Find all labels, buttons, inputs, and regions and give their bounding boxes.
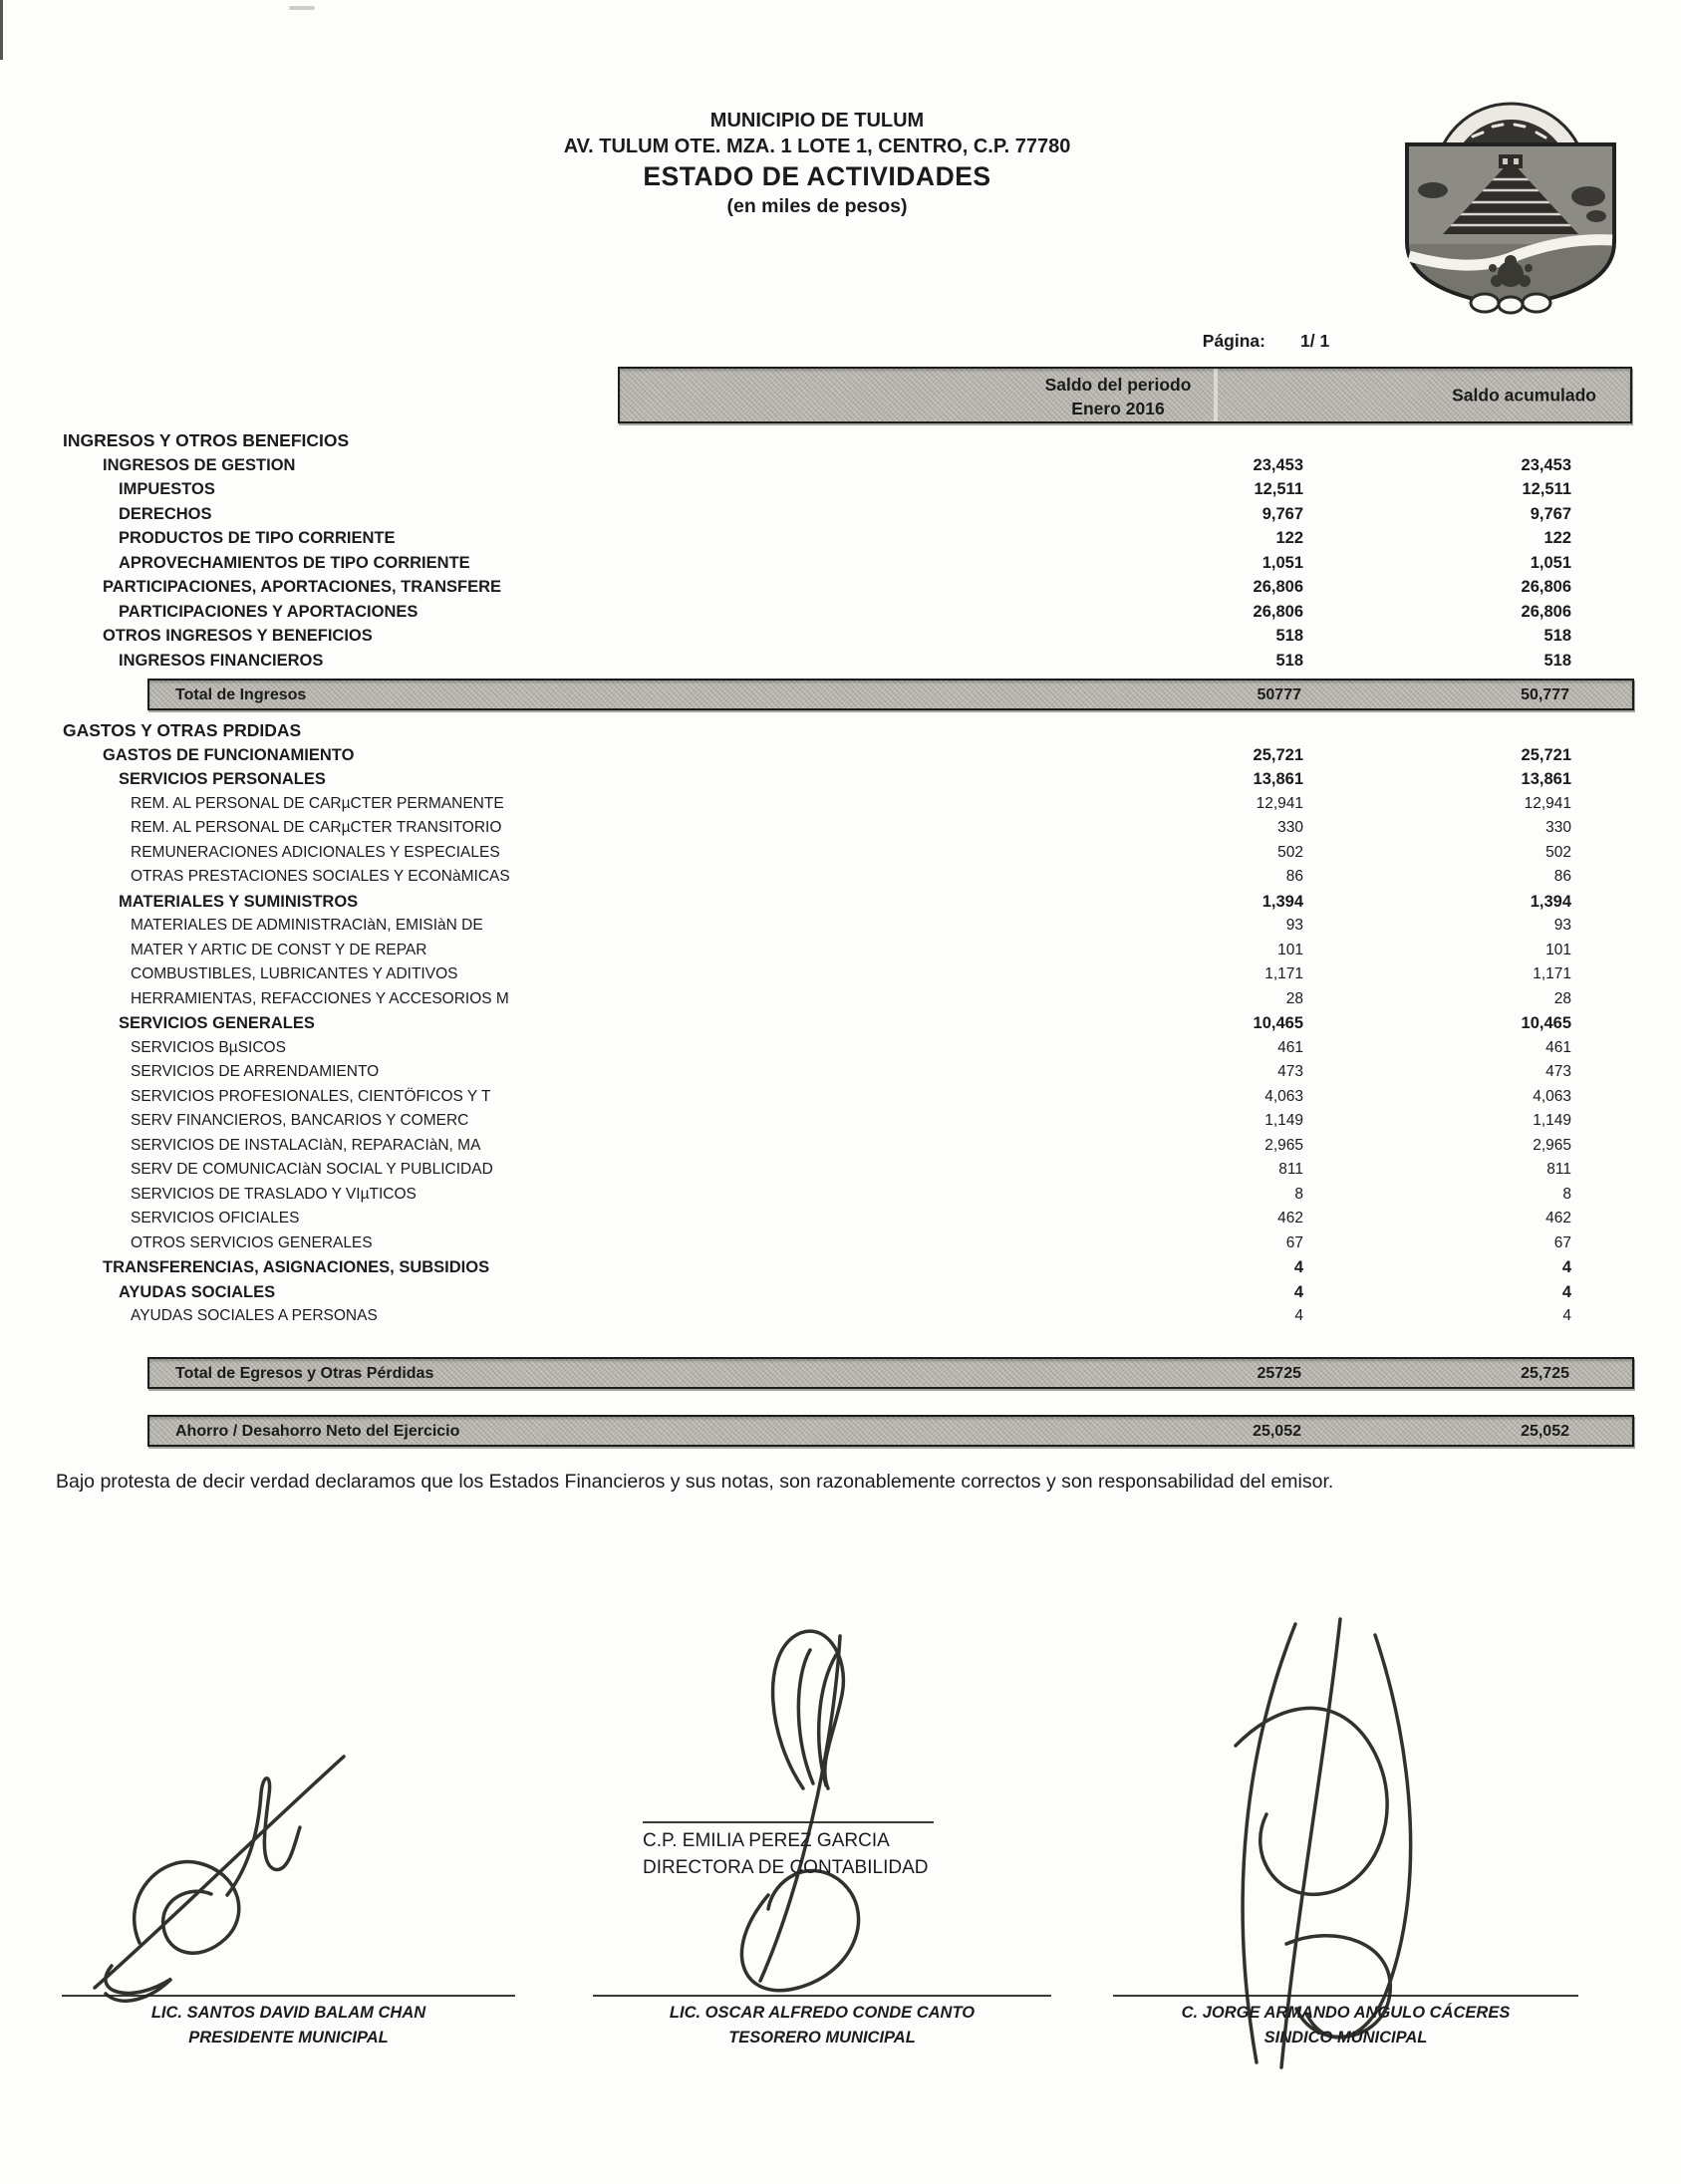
row-value-periodo: 518 bbox=[1275, 627, 1303, 645]
table-row bbox=[0, 743, 1681, 768]
row-value-acumulado: 4 bbox=[1561, 1282, 1571, 1301]
row-value-periodo: 12,941 bbox=[1256, 794, 1303, 812]
table-row bbox=[0, 477, 1681, 502]
table-row bbox=[0, 1280, 1681, 1305]
row-label: MATERIALES Y SUMINISTROS bbox=[119, 892, 359, 911]
row-value-acumulado: 1,051 bbox=[1530, 553, 1571, 572]
table-row bbox=[0, 1036, 1681, 1061]
row-value-periodo: 811 bbox=[1278, 1161, 1303, 1178]
table-rows bbox=[0, 428, 1681, 1389]
row-value-acumulado: 26,806 bbox=[1521, 578, 1571, 596]
column-header-line: Saldo del periodo bbox=[1044, 375, 1192, 395]
row-value-periodo: 1,051 bbox=[1261, 553, 1303, 572]
row-value-periodo: 2,965 bbox=[1264, 1136, 1303, 1154]
row-value-acumulado: 101 bbox=[1545, 941, 1571, 958]
signer-name: LIC. SANTOS DAVID BALAM CHAN bbox=[150, 2004, 426, 2022]
table-row bbox=[0, 1134, 1681, 1159]
signer-name: C. JORGE ARMANDO ANGULO CÁCERES bbox=[1181, 2004, 1511, 2022]
row-value-acumulado: 4 bbox=[1561, 1258, 1571, 1276]
row-label: SERVICIOS OFICIALES bbox=[131, 1210, 300, 1227]
row-label: SERVICIOS GENERALES bbox=[119, 1014, 315, 1032]
scan-artifact bbox=[0, 0, 3, 60]
net-result-value-acumulado: 25,052 bbox=[1521, 1422, 1569, 1440]
row-value-acumulado: 473 bbox=[1545, 1063, 1571, 1080]
column-header-saldo-periodo bbox=[959, 373, 1277, 420]
total-band bbox=[147, 679, 1634, 710]
row-value-acumulado: 10,465 bbox=[1521, 1014, 1571, 1032]
row-label: APROVECHAMIENTOS DE TIPO CORRIENTE bbox=[119, 553, 470, 572]
units-subtitle: (en miles de pesos) bbox=[726, 195, 908, 217]
scan-artifact bbox=[289, 6, 315, 10]
row-value-periodo: 86 bbox=[1285, 868, 1303, 885]
table-row bbox=[0, 526, 1681, 551]
report-title: ESTADO DE ACTIVIDADES bbox=[643, 161, 991, 191]
page-number-label: Página: bbox=[1202, 331, 1265, 351]
row-value-acumulado: 13,861 bbox=[1521, 770, 1571, 788]
signer-title: PRESIDENTE MUNICIPAL bbox=[188, 2029, 389, 2047]
row-value-periodo: 101 bbox=[1277, 941, 1303, 958]
row-value-periodo: 10,465 bbox=[1253, 1014, 1303, 1032]
row-label: HERRAMIENTAS, REFACCIONES Y ACCESORIOS M bbox=[131, 989, 509, 1007]
row-label: AYUDAS SOCIALES A PERSONAS bbox=[131, 1307, 378, 1324]
table-row bbox=[0, 1158, 1681, 1183]
table-row bbox=[0, 428, 1681, 453]
row-value-acumulado: 330 bbox=[1545, 819, 1571, 836]
row-value-periodo: 462 bbox=[1277, 1210, 1303, 1227]
row-value-periodo: 330 bbox=[1277, 819, 1303, 836]
row-label: INGRESOS Y OTROS BENEFICIOS bbox=[63, 430, 350, 450]
row-label: PARTICIPACIONES Y APORTACIONES bbox=[119, 602, 419, 621]
municipal-coat-of-arms-icon bbox=[1385, 85, 1636, 316]
table-row bbox=[0, 962, 1681, 987]
total-value-periodo: 25725 bbox=[1257, 1364, 1301, 1382]
row-value-periodo: 4 bbox=[1293, 1282, 1303, 1301]
table-row bbox=[0, 1011, 1681, 1036]
table-row bbox=[0, 816, 1681, 841]
row-label: SERVICIOS DE INSTALACIàN, REPARACIàN, MA bbox=[131, 1136, 481, 1154]
row-value-acumulado: 12,511 bbox=[1522, 480, 1571, 498]
row-value-acumulado: 8 bbox=[1562, 1185, 1571, 1203]
row-value-periodo: 461 bbox=[1277, 1038, 1303, 1056]
table-row bbox=[0, 1109, 1681, 1134]
table-row bbox=[0, 767, 1681, 792]
table-column-header bbox=[618, 367, 1632, 423]
table-row bbox=[0, 914, 1681, 939]
row-value-periodo: 122 bbox=[1275, 529, 1303, 547]
row-label: AYUDAS SOCIALES bbox=[119, 1282, 276, 1301]
row-label: INGRESOS FINANCIEROS bbox=[119, 651, 324, 670]
row-label: SERVICIOS PERSONALES bbox=[119, 770, 326, 788]
signer-title: TESORERO MUNICIPAL bbox=[728, 2029, 916, 2047]
table-row bbox=[0, 718, 1681, 743]
table-row bbox=[0, 1255, 1681, 1280]
row-label: DERECHOS bbox=[119, 504, 212, 523]
row-value-periodo: 23,453 bbox=[1253, 455, 1303, 474]
row-label: MATER Y ARTIC DE CONST Y DE REPAR bbox=[131, 941, 427, 958]
table-row bbox=[0, 600, 1681, 625]
row-value-acumulado: 1,149 bbox=[1533, 1112, 1571, 1129]
municipality-title: MUNICIPIO DE TULUM bbox=[709, 110, 925, 132]
page-number-value: 1/ 1 bbox=[1300, 331, 1330, 351]
row-value-periodo: 67 bbox=[1285, 1233, 1303, 1251]
table-row bbox=[0, 939, 1681, 963]
row-value-acumulado: 461 bbox=[1545, 1038, 1571, 1056]
total-label: Total de Egresos y Otras Pérdidas bbox=[175, 1364, 434, 1382]
table-row bbox=[0, 453, 1681, 478]
table-row bbox=[0, 1207, 1681, 1231]
row-value-periodo: 4 bbox=[1293, 1258, 1303, 1276]
table-row bbox=[0, 1183, 1681, 1208]
row-label: PRODUCTOS DE TIPO CORRIENTE bbox=[119, 529, 396, 547]
table-row bbox=[0, 1231, 1681, 1256]
row-value-acumulado: 93 bbox=[1553, 917, 1571, 934]
row-value-periodo: 518 bbox=[1275, 651, 1303, 670]
row-label: INGRESOS DE GESTION bbox=[103, 455, 296, 474]
row-label: IMPUESTOS bbox=[119, 480, 215, 498]
net-result-value-periodo: 25,052 bbox=[1253, 1422, 1301, 1440]
row-label: MATERIALES DE ADMINISTRACIàN, EMISIàN DE bbox=[131, 917, 483, 934]
table-row bbox=[0, 841, 1681, 866]
row-value-acumulado: 4,063 bbox=[1533, 1087, 1571, 1105]
signature-block-sindico bbox=[1113, 1995, 1578, 2050]
row-value-acumulado: 122 bbox=[1543, 529, 1571, 547]
row-label: SERV DE COMUNICACIàN SOCIAL Y PUBLICIDAD bbox=[131, 1161, 493, 1178]
column-header-line: Enero 2016 bbox=[1071, 399, 1165, 418]
row-value-acumulado: 502 bbox=[1545, 843, 1571, 861]
table-row bbox=[0, 987, 1681, 1012]
row-label: OTRAS PRESTACIONES SOCIALES Y ECONàMICAS bbox=[131, 868, 510, 885]
table-row bbox=[0, 865, 1681, 890]
row-label: PARTICIPACIONES, APORTACIONES, TRANSFERE bbox=[103, 578, 501, 596]
table-row bbox=[0, 1060, 1681, 1085]
row-value-periodo: 12,511 bbox=[1254, 480, 1303, 498]
total-value-acumulado: 50,777 bbox=[1521, 686, 1569, 703]
row-value-acumulado: 1,394 bbox=[1530, 892, 1571, 911]
total-label: Total de Ingresos bbox=[175, 686, 307, 703]
row-value-acumulado: 23,453 bbox=[1521, 455, 1571, 474]
signature-scribble bbox=[95, 1757, 344, 2001]
net-result-label: Ahorro / Desahorro Neto del Ejercicio bbox=[175, 1422, 460, 1440]
row-label: SERVICIOS PROFESIONALES, CIENTÖFICOS Y T bbox=[131, 1087, 491, 1105]
row-value-acumulado: 4 bbox=[1562, 1307, 1571, 1324]
column-header-saldo-acumulado: Saldo acumulado bbox=[1452, 385, 1596, 405]
row-value-periodo: 4,063 bbox=[1264, 1087, 1303, 1105]
signature-scribble bbox=[741, 1631, 858, 1991]
row-value-acumulado: 9,767 bbox=[1530, 504, 1571, 523]
signer-name: C.P. EMILIA PEREZ GARCIA bbox=[643, 1830, 890, 1851]
row-label: REM. AL PERSONAL DE CARµCTER TRANSITORIO bbox=[131, 819, 502, 836]
total-band bbox=[147, 1357, 1634, 1389]
row-label: REMUNERACIONES ADICIONALES Y ESPECIALES bbox=[131, 843, 500, 861]
row-value-acumulado: 67 bbox=[1553, 1233, 1571, 1251]
row-value-periodo: 26,806 bbox=[1253, 578, 1303, 596]
row-value-periodo: 502 bbox=[1277, 843, 1303, 861]
table-row bbox=[0, 1085, 1681, 1110]
row-value-acumulado: 2,965 bbox=[1533, 1136, 1571, 1154]
row-label: GASTOS Y OTRAS PRDIDAS bbox=[63, 720, 302, 740]
row-value-periodo: 25,721 bbox=[1253, 745, 1303, 764]
total-value-periodo: 50777 bbox=[1257, 686, 1301, 703]
row-value-periodo: 9,767 bbox=[1261, 504, 1303, 523]
row-value-acumulado: 811 bbox=[1546, 1161, 1571, 1178]
row-value-acumulado: 12,941 bbox=[1524, 794, 1571, 812]
row-value-periodo: 473 bbox=[1277, 1063, 1303, 1080]
row-value-periodo: 1,149 bbox=[1264, 1112, 1303, 1129]
table-row bbox=[0, 649, 1681, 674]
row-value-periodo: 1,171 bbox=[1264, 965, 1303, 982]
signature-block-tesorero bbox=[593, 1995, 1051, 2050]
net-result-band bbox=[147, 1415, 1634, 1447]
signer-title: SINDICO MUNICIPAL bbox=[1263, 2029, 1428, 2047]
row-value-acumulado: 462 bbox=[1545, 1210, 1571, 1227]
table-row bbox=[0, 890, 1681, 915]
signer-title: DIRECTORA DE CONTABILIDAD bbox=[643, 1857, 929, 1878]
declaration-text: Bajo protesta de decir verdad declaramos que los Estados Financieros y sus notas, son razonablemente correctos y son responsabilidad del emisor. bbox=[56, 1470, 1334, 1493]
signature-block-presidente bbox=[62, 1995, 515, 2050]
row-value-acumulado: 26,806 bbox=[1521, 602, 1571, 621]
row-value-acumulado: 28 bbox=[1553, 989, 1571, 1007]
statement-table bbox=[0, 428, 1681, 1495]
row-label: COMBUSTIBLES, LUBRICANTES Y ADITIVOS bbox=[131, 965, 458, 982]
address-line: AV. TULUM OTE. MZA. 1 LOTE 1, CENTRO, C.P. 77780 bbox=[563, 136, 1071, 157]
signer-name: LIC. OSCAR ALFREDO CONDE CANTO bbox=[669, 2004, 976, 2022]
row-label: TRANSFERENCIAS, ASIGNACIONES, SUBSIDIOS bbox=[103, 1258, 490, 1276]
row-value-periodo: 93 bbox=[1285, 917, 1303, 934]
table-row bbox=[0, 502, 1681, 527]
row-label: OTROS INGRESOS Y BENEFICIOS bbox=[103, 627, 373, 645]
signature-block-contabilidad bbox=[643, 1821, 934, 1881]
row-label: SERV FINANCIEROS, BANCARIOS Y COMERC bbox=[131, 1112, 469, 1129]
table-row bbox=[0, 1304, 1681, 1329]
row-value-acumulado: 25,721 bbox=[1521, 745, 1571, 764]
row-label: GASTOS DE FUNCIONAMIENTO bbox=[103, 745, 355, 764]
total-value-acumulado: 25,725 bbox=[1521, 1364, 1569, 1382]
row-value-acumulado: 1,171 bbox=[1533, 965, 1571, 982]
row-label: SERVICIOS DE TRASLADO Y VIµTICOS bbox=[131, 1185, 417, 1203]
table-row bbox=[0, 624, 1681, 649]
row-label: SERVICIOS DE ARRENDAMIENTO bbox=[131, 1063, 380, 1080]
row-value-periodo: 26,806 bbox=[1253, 602, 1303, 621]
row-value-periodo: 1,394 bbox=[1261, 892, 1303, 911]
column-divider bbox=[1214, 369, 1218, 421]
row-label: SERVICIOS BµSICOS bbox=[131, 1038, 286, 1056]
row-value-periodo: 4 bbox=[1294, 1307, 1303, 1324]
row-value-acumulado: 86 bbox=[1553, 868, 1571, 885]
row-value-acumulado: 518 bbox=[1543, 651, 1571, 670]
row-value-periodo: 13,861 bbox=[1253, 770, 1303, 788]
row-value-periodo: 28 bbox=[1285, 989, 1303, 1007]
row-value-acumulado: 518 bbox=[1543, 627, 1571, 645]
row-label: OTROS SERVICIOS GENERALES bbox=[131, 1233, 373, 1251]
table-row bbox=[0, 792, 1681, 817]
table-row bbox=[0, 551, 1681, 576]
row-value-periodo: 8 bbox=[1294, 1185, 1303, 1203]
table-row bbox=[0, 575, 1681, 600]
row-label: REM. AL PERSONAL DE CARµCTER PERMANENTE bbox=[131, 794, 504, 812]
